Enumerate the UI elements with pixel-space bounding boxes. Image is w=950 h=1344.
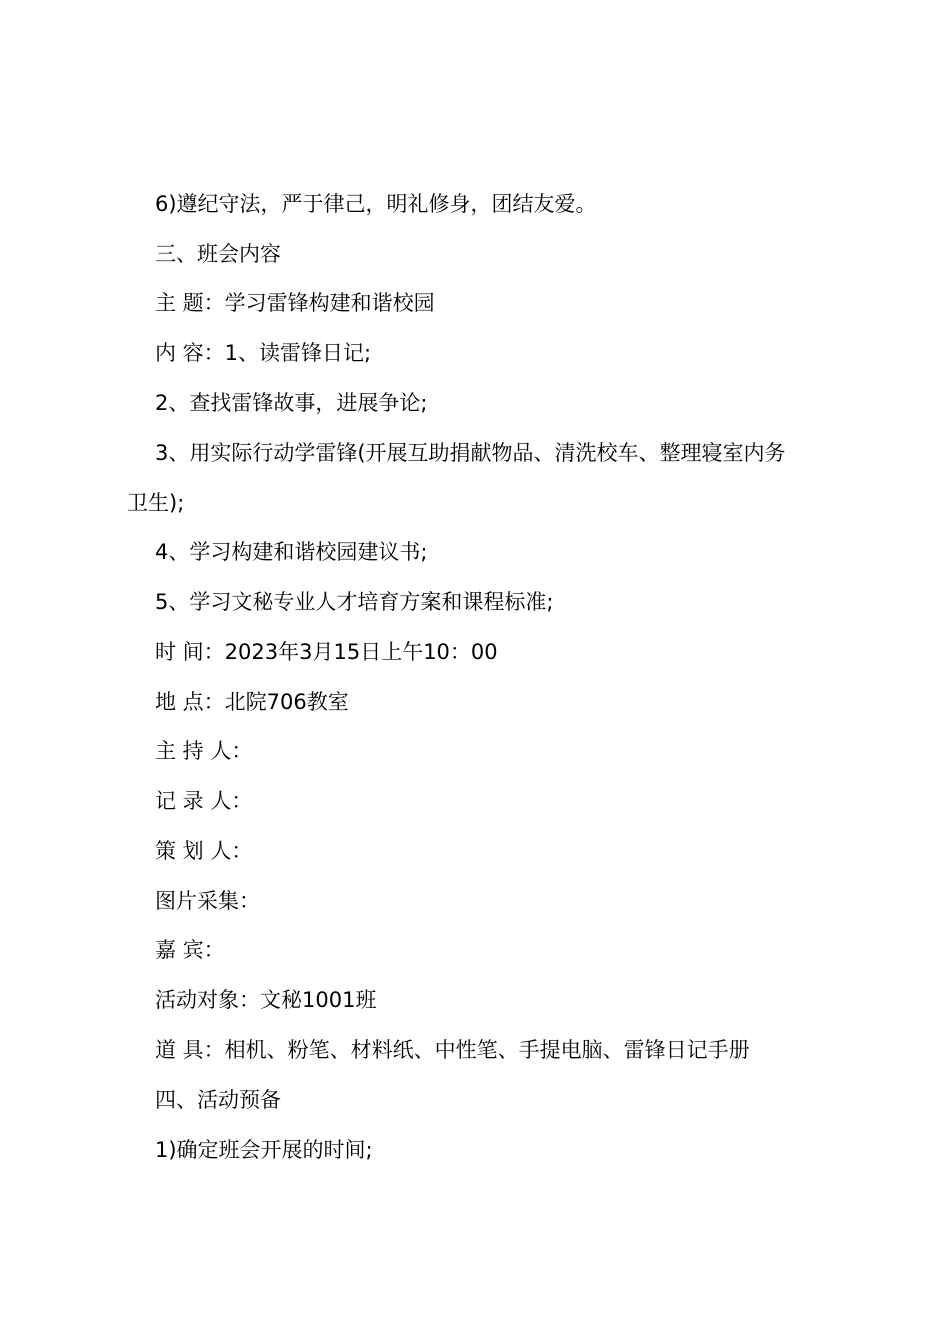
text-line: 主 持 人： xyxy=(155,739,253,763)
text-line: 嘉 宾： xyxy=(155,938,225,962)
text-line: 地 点：北院706教室 xyxy=(155,690,349,714)
section-heading: 三、班会内容 xyxy=(155,242,281,266)
section-heading: 四、活动预备 xyxy=(155,1088,281,1112)
text-line: 道 具：相机、粉笔、材料纸、中性笔、手提电脑、雷锋日记手册 xyxy=(155,1038,750,1062)
text-line: 1)确定班会开展的时间; xyxy=(155,1138,373,1162)
text-line: 图片采集： xyxy=(155,889,260,913)
text-line: 内 容：1、读雷锋日记; xyxy=(155,341,372,365)
text-line: 主 题：学习雷锋构建和谐校园 xyxy=(155,291,435,315)
text-line: 时 间：2023年3月15日上午10：00 xyxy=(155,640,498,664)
text-line-continuation: 卫生); xyxy=(127,491,185,515)
text-line: 记 录 人： xyxy=(155,789,253,813)
text-line: 策 划 人： xyxy=(155,839,253,863)
text-line: 2、查找雷锋故事，进展争论; xyxy=(155,391,428,415)
text-line: 活动对象：文秘1001班 xyxy=(155,988,377,1012)
text-line: 4、学习构建和谐校园建议书; xyxy=(155,540,428,564)
text-line: 3、用实际行动学雷锋(开展互助捐献物品、清洗校车、整理寝室内务 xyxy=(155,441,786,465)
text-line: 5、学习文秘专业人才培育方案和课程标准; xyxy=(155,590,554,614)
text-line: 6)遵纪守法，严于律己，明礼修身，团结友爱。 xyxy=(155,192,597,216)
